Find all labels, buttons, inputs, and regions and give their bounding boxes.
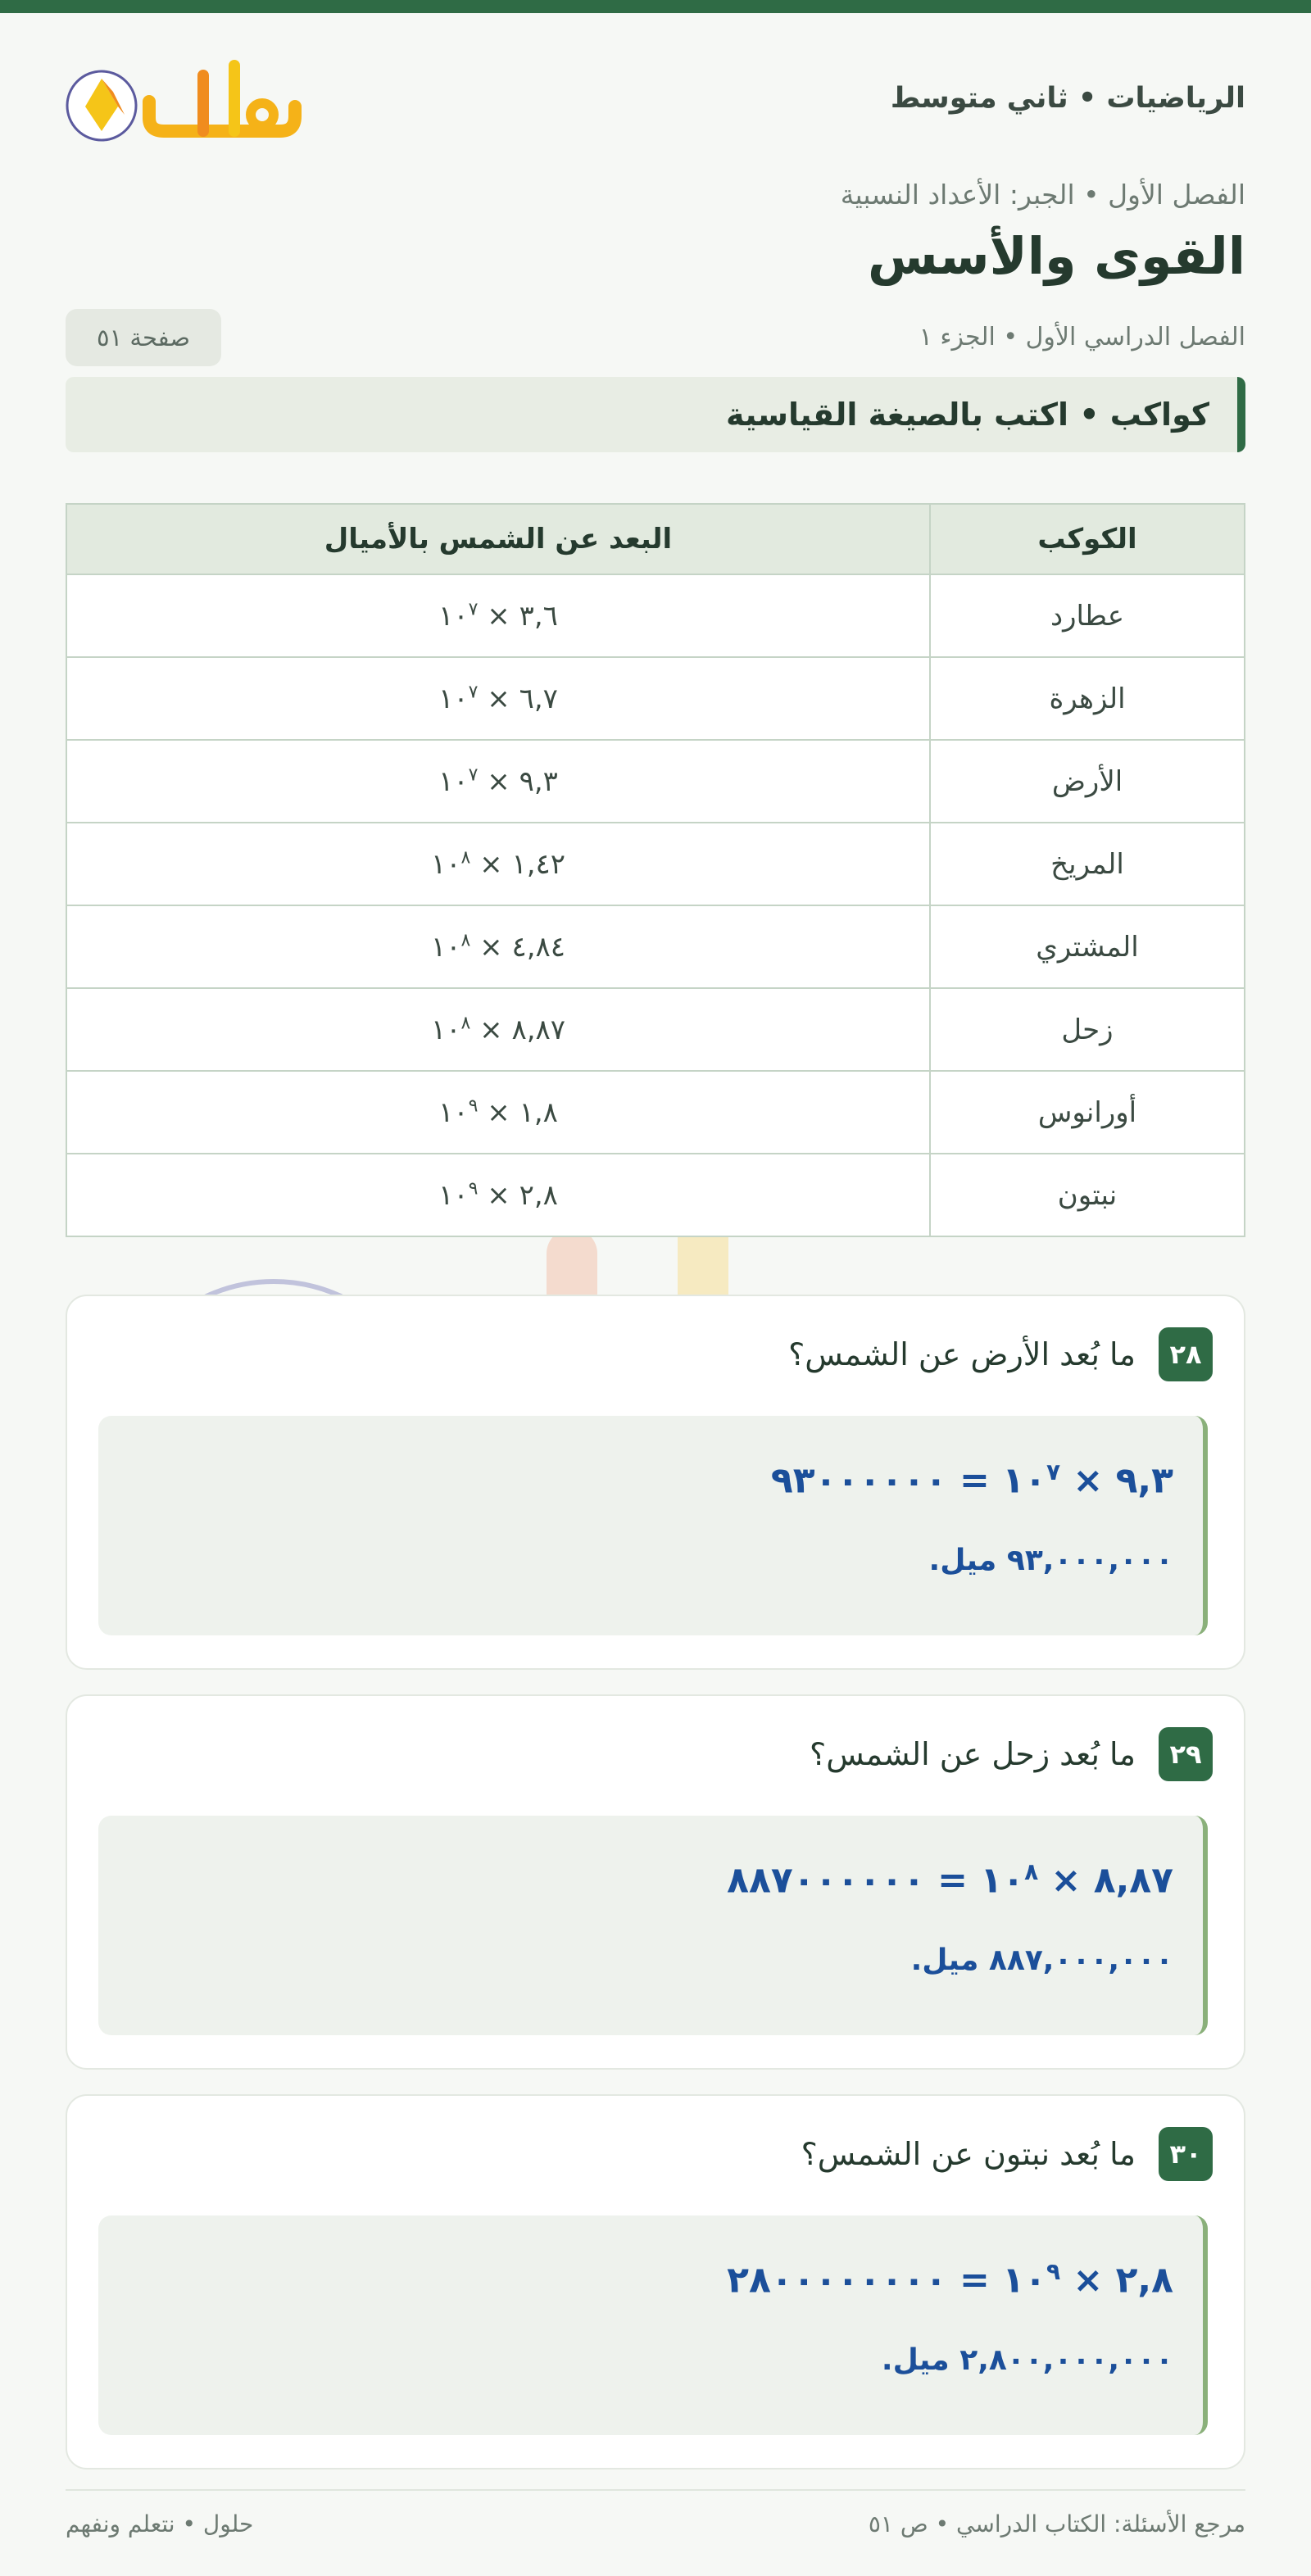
question-header	[788, 1327, 1213, 1381]
distance-exponent: ٩	[468, 1095, 479, 1117]
answer-equation	[771, 1458, 1173, 1502]
table-header-planet: الكوكب	[930, 504, 1245, 574]
section-heading	[66, 377, 1245, 452]
distance-value	[438, 765, 558, 798]
answer-box	[98, 1416, 1208, 1635]
times-sign: ×	[479, 930, 503, 964]
planet-distance	[66, 1071, 930, 1154]
page	[66, 13, 1245, 173]
question-text: ما بُعد الأرض عن الشمس؟	[788, 1336, 1136, 1372]
answer-base: ١٠	[980, 1859, 1025, 1902]
times-sign: ×	[487, 1095, 510, 1129]
planet-distance	[66, 905, 930, 988]
hulul-logo-icon	[66, 52, 311, 151]
distance-exponent: ٨	[460, 930, 471, 951]
times-sign: ×	[479, 1013, 503, 1046]
equals-sign: =	[937, 1859, 969, 1902]
answer-equation	[727, 2258, 1173, 2302]
answer-mantissa: ٩,٣	[1115, 1459, 1173, 1502]
planet-distance	[66, 657, 930, 740]
answer-box	[98, 1816, 1208, 2035]
times-sign: ×	[487, 1178, 510, 1212]
distance-base: ١٠	[438, 1178, 469, 1212]
answer-mantissa: ٨,٨٧	[1093, 1859, 1173, 1902]
distance-exponent: ٧	[468, 682, 479, 703]
answer-exponent: ٩	[1046, 2258, 1061, 2285]
question-text: ما بُعد زحل عن الشمس؟	[810, 1736, 1136, 1772]
table-row	[66, 574, 1245, 657]
planet-distance	[66, 574, 930, 657]
distance-base: ١٠	[438, 764, 469, 798]
table-header-distance: البعد عن الشمس بالأميال	[66, 504, 930, 574]
distance-mantissa: ٢,٨	[519, 1178, 558, 1212]
table-row	[66, 823, 1245, 905]
distance-mantissa: ١,٤٢	[511, 847, 566, 881]
answer-result: ٨٨٧٠٠٠٠٠٠	[727, 1859, 925, 1902]
distance-mantissa: ٤,٨٤	[511, 930, 566, 964]
answer-base: ١٠	[1002, 1459, 1046, 1502]
planet-name: الأرض	[930, 740, 1245, 823]
times-sign: ×	[1073, 1459, 1104, 1502]
table-row	[66, 905, 1245, 988]
distance-value	[431, 931, 565, 964]
distance-mantissa: ٦,٧	[519, 682, 558, 715]
planet-distance	[66, 740, 930, 823]
planet-distance	[66, 1154, 930, 1236]
planet-distance	[66, 823, 930, 905]
answer-result: ٢٨٠٠٠٠٠٠٠٠	[727, 2259, 947, 2302]
footer-tagline: حلول • نتعلم ونفهم	[66, 2510, 254, 2537]
page-title: القوى والأسس	[867, 226, 1245, 286]
distance-base: ١٠	[430, 847, 461, 881]
footer-reference: مرجع الأسئلة: الكتاب الدراسي • ص ٥١	[868, 2510, 1245, 2537]
table-row	[66, 988, 1245, 1071]
chapter-label: الفصل الأول • الجبر: الأعداد النسبية	[840, 179, 1245, 211]
question-text: ما بُعد نبتون عن الشمس؟	[801, 2136, 1136, 2172]
distance-value	[438, 683, 558, 715]
distance-base: ١٠	[438, 1095, 469, 1129]
distance-mantissa: ١,٨	[519, 1095, 558, 1129]
planet-name: المريخ	[930, 823, 1245, 905]
distance-mantissa: ٨,٨٧	[511, 1013, 566, 1046]
footer-divider	[66, 2489, 1245, 2491]
answer-result: ٩٣٠٠٠٠٠٠	[770, 1459, 947, 1502]
distance-exponent: ٩	[468, 1178, 479, 1200]
question-number-badge: ٢٨	[1159, 1327, 1213, 1381]
question-number-badge: ٣٠	[1159, 2127, 1213, 2181]
distance-mantissa: ٩,٣	[519, 764, 558, 798]
distance-exponent: ٧	[468, 764, 479, 786]
distance-value	[431, 848, 565, 881]
times-sign: ×	[1073, 2259, 1104, 2302]
answer-exponent: ٨	[1024, 1858, 1039, 1885]
table-row	[66, 740, 1245, 823]
question-header	[810, 1727, 1213, 1781]
distance-value	[438, 1096, 558, 1129]
distance-base: ١٠	[438, 599, 469, 633]
planet-distance	[66, 988, 930, 1071]
page-header	[66, 13, 1245, 173]
times-sign: ×	[487, 599, 510, 633]
page-number-badge: صفحة ٥١	[66, 309, 221, 366]
question-number-badge: ٢٩	[1159, 1727, 1213, 1781]
subject-label: الرياضيات • ثاني متوسط	[890, 82, 1245, 115]
answer-equation	[727, 1858, 1173, 1902]
answer-mantissa: ٢,٨	[1115, 2259, 1173, 2302]
equals-sign: =	[959, 1459, 990, 1502]
question-card	[66, 1295, 1245, 1670]
table-row	[66, 657, 1245, 740]
planet-name: أورانوس	[930, 1071, 1245, 1154]
distance-base: ١٠	[430, 1013, 461, 1046]
top-accent-bar	[0, 0, 1311, 13]
distance-value	[438, 600, 558, 633]
term-label: الفصل الدراسي الأول • الجزء ١	[919, 323, 1245, 351]
distance-mantissa: ٣,٦	[519, 599, 558, 633]
planet-name: عطارد	[930, 574, 1245, 657]
distance-exponent: ٨	[460, 1013, 471, 1034]
planet-distance-table	[66, 503, 1245, 1237]
answer-miles: ٢,٨٠٠,٠٠٠,٠٠٠ ميل.	[881, 2343, 1173, 2377]
times-sign: ×	[487, 764, 510, 798]
answer-base: ١٠	[1002, 2259, 1046, 2302]
answer-exponent: ٧	[1046, 1458, 1061, 1485]
planet-name: الزهرة	[930, 657, 1245, 740]
planet-name: زحل	[930, 988, 1245, 1071]
distance-value	[438, 1179, 558, 1212]
times-sign: ×	[1050, 1859, 1082, 1902]
distance-base: ١٠	[430, 930, 461, 964]
equals-sign: =	[959, 2259, 990, 2302]
distance-exponent: ٧	[468, 599, 479, 620]
distance-base: ١٠	[438, 682, 469, 715]
question-card	[66, 1694, 1245, 2070]
answer-miles: ٩٣,٠٠٠,٠٠٠ ميل.	[928, 1544, 1173, 1577]
planet-name: نبتون	[930, 1154, 1245, 1236]
distance-value	[431, 1014, 565, 1046]
times-sign: ×	[479, 847, 503, 881]
question-card	[66, 2094, 1245, 2469]
answer-miles: ٨٨٧,٠٠٠,٠٠٠ ميل.	[910, 1943, 1173, 1977]
answer-box	[98, 2215, 1208, 2435]
times-sign: ×	[487, 682, 510, 715]
distance-exponent: ٨	[460, 847, 471, 868]
table-row	[66, 1071, 1245, 1154]
section-heading-text: كواكب • اكتب بالصيغة القياسية	[726, 397, 1209, 433]
planet-name: المشتري	[930, 905, 1245, 988]
question-header	[801, 2127, 1213, 2181]
table-row	[66, 1154, 1245, 1236]
